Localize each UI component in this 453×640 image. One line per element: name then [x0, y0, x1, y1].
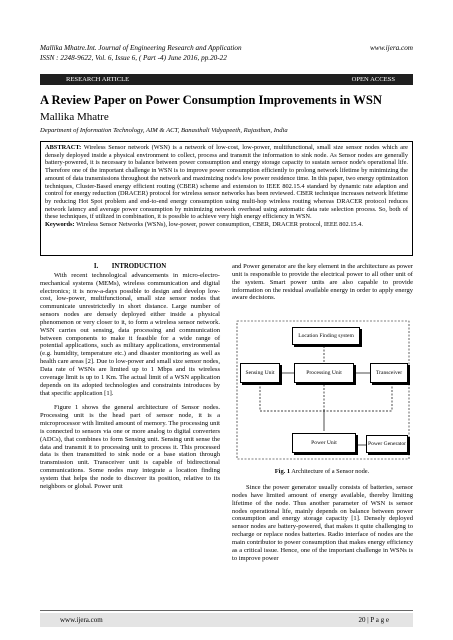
page-footer — [40, 613, 413, 627]
abstract-box — [40, 141, 413, 256]
sensing-unit-box: Sensing Unit — [240, 363, 280, 383]
intro-paragraph-1: With recent technological advancements in micro-electro-mechanical systems (MEMs), wireless communication and digital electronics; it is now-a-days possible to design and develop low-cost, low-power, multifunctional, small size sensor nodes that communicate unrestrictedly in short distance. Large number of sensors nodes are densely deployed either inside a physical phenomenon or very closer to it, to form a wireless sensor network. WSN carries out sensing, data processing and communication between components to make it feasible for a wide range of potential applications, such as military applications, environmental (e.g. humidity, temperature etc.) and disaster monitoring as well as health care areas [2]. Due to low-power and small size sensor nodes, Data rate of WSNs are limited up to 1 Mbps and its wireless coverage limit is up to 1 Km. The actual limit of a WSN application depends on its adopted technologies and constraints introduces by that specific application [1]. — [40, 271, 220, 397]
figure-caption-text: Architecture of a Sensor node. — [290, 468, 370, 475]
intro-paragraph-3: and Power generator are the key element in the architecture as power unit is responsible to provide the electrical power to all other unit of the system. Smart power units are also capable to provide information on the residual available energy in order to apply energy aware decisions. — [232, 263, 413, 302]
author-affiliation: Department of Information Technology, AIM & ACT, Banasthali Vidyapeeth, Rajasthan, India — [40, 127, 288, 134]
footer-website[interactable]: www.ijera.com — [60, 616, 103, 624]
architecture-figure — [232, 319, 412, 462]
left-column — [40, 263, 220, 491]
journal-website[interactable]: www.ijera.com — [370, 44, 413, 52]
intro-paragraph-2: Figure 1 shows the general architecture of Sensor nodes. Processing unit is the head part of sensor node, it is a microprocessor with limited amount of memory. The processing unit is connected to sensors via one or more analog to digital converters (ADCs), that combines to form Sensing unit. Sensing unit sense the data and transmit it to processing unit to process it. This processed data is then transmitted to sink node or a base station through transmission unit. Transceiver unit is capable of bidirectional communications. Some nodes may integrate a location finding system that helps the node to discover its position, relative to its neighbors or global. Power unit — [40, 404, 221, 490]
power-generator-box: Power Generator — [366, 435, 408, 453]
right-column-bottom — [232, 484, 413, 562]
figure-caption-label: Fig. 1 — [274, 468, 291, 475]
research-article-label: RESEARCH ARTICLE — [66, 75, 130, 83]
footer-divider — [40, 610, 413, 611]
page-number: 20 | P a g e — [358, 616, 389, 624]
paper-title: A Review Paper on Power Consumption Improvements in WSN — [40, 93, 382, 107]
right-column-top — [232, 263, 413, 302]
abstract-text: Wireless Sensor network (WSN) is a network of low-cost, low-power, multifunctional, small size sensor nodes which are densely deployed inside a physical environment to collect, process and transmit the information to sink node. As Sensor nodes are generally battery-powered, it is necessary to balance between power consumption and energy storage capacity to sustain sensor node's operational life. Therefore one of the important challenge in WSN is to improve power consumption efficiently to prolong network lifetime by minimizing the amount of data transmissions throughout the network and maximizing node's low power residence time. In this paper, two energy optimization techniques, Cluster-Based energy efficient routing (CBER) scheme and extension to IEEE 802.15.4 standard by dynamic rate adaption and control for energy reduction (DRACER) protocol for wireless sensor networks has been reviewed. CBER technique increases network lifetime by reducing Hot Spot problem and end-to-end energy consumption using multi-hop wireless routing whereas DRACER protocol reduces network latency and average power consumption by minimizing network overhead using automatic data rate selection process. So, both of these techniques, if utilized in combination, it is possible to achieve very high energy efficiency in WSN. — [45, 144, 408, 221]
article-type-banner — [40, 74, 413, 85]
figure-caption — [232, 468, 412, 475]
intro-paragraph-4: Since the power generator usually consists of batteries, sensor nodes have limited amount of energy available, thereby limiting lifetime of the node. Thus another parameter of WSN is sensor nodes operational life, mainly depends on balance between power consumption and energy storage capacity [1]. Densely deployed sensor nodes are battery-powered, that makes it quite challenging to recharge or replace nodes batteries. Radio interface of nodes are the main contributor to power consumption that makes energy efficiency as a critical issue. Hence, one of the important challenge in WSNs is to improve power — [232, 484, 413, 562]
section-heading: I. INTRODUCTION — [93, 263, 167, 270]
processing-unit-box: Processing Unit — [294, 363, 354, 383]
issn-line: ISSN : 2248-9622, Vol. 6, Issue 6, ( Part -4) June 2016, pp.20-22 — [40, 54, 227, 62]
keywords-label: Keywords: — [45, 221, 75, 229]
open-access-label: OPEN ACCESS — [351, 75, 395, 83]
transceiver-box: Transceiver — [370, 363, 408, 383]
author-name: Mallika Mhatre — [40, 111, 109, 123]
location-finding-box: Location Finding system — [292, 327, 360, 345]
keywords-text: Wireless Sensor Networks (WSNs), low-power, power consumption, CBER, DRACER protocol, IEEE 802.15.4. — [74, 221, 363, 229]
journal-citation: Mallika Mhatre.Int. Journal of Engineering Research and Application — [40, 44, 242, 52]
abstract-label: ABSTRACT: — [45, 144, 82, 151]
power-unit-box: Power Unit — [292, 433, 356, 453]
